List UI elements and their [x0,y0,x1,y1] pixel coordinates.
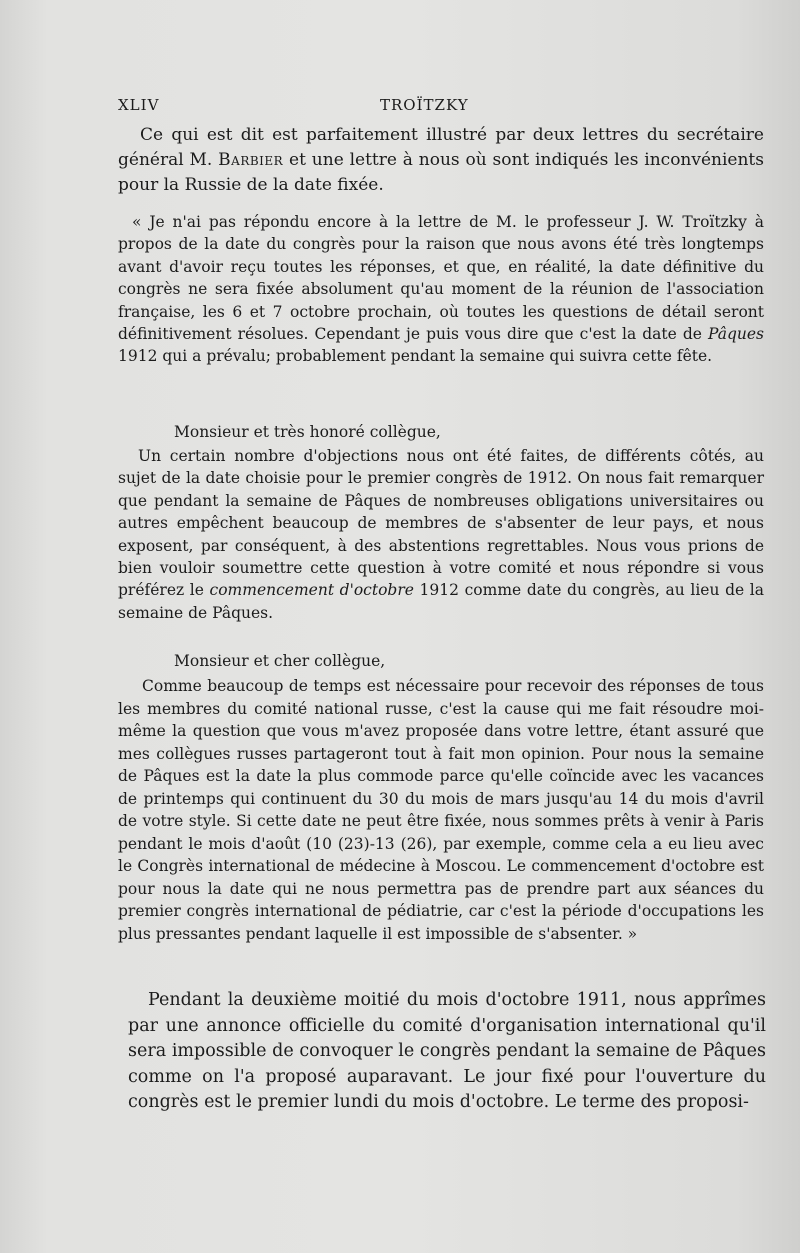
page-number: XLIV [118,96,160,114]
letter1-text-end: 1912 qui a prévalu; probablement pendant la semaine qui suivra cette fête. [118,347,713,366]
quoted-letter-3 [118,675,764,945]
quoted-letter-1 [118,211,764,368]
page-header [118,96,758,120]
letter2-salutation: Monsieur et très honoré collègue, [174,423,441,441]
intro-paragraph [118,123,764,198]
closing-paragraph [128,988,766,1116]
letter2-italic-october: commencement d'octobre [209,581,414,600]
intro-text-end: et une lettre à nous où sont indiqués les inconvénients pour la Russie de la date fixée. [118,150,764,195]
letter3-salutation: Monsieur et cher collègue, [174,652,386,670]
letter1-text-start: « Je n'ai pas répondu encore à la lettre de M. le professeur J. W. Troïtzky à propos de la date du congrès pour la raison que nous avons été très longtemps avant d'avoir reçu toutes les réponses, et que, en réalité, la date définitive du congrès ne sera fixée absolument qu'au moment de la réunion de l'association française, les 6 et 7 octobre prochain, où toutes les questions de détail seront définitivement résolues. Cependant je puis vous dire que c'est la date de [118,213,764,344]
letter2-text-start: Un certain nombre d'objections nous ont été faites, de différents côtés, au sujet de la date choisie pour le premier congrès de 1912. On nous fait remarquer que pendant la semaine de Pâques de nombreuses obligations universitaires ou autres empêchent beaucoup de membres de s'absenter de leur pays, et nous exposent, par conséquent, à des abstentions regrettables. Nous vous prions de bien vouloir soumettre cette question à votre comité et nous répondre si vous préférez le [118,447,764,600]
letter1-italic-paques: Pâques [707,325,764,344]
secretary-name: Barbier [218,150,284,170]
quoted-letter-2 [118,445,764,624]
running-title: TROÏTZKY [380,96,469,114]
letter3-body: Comme beaucoup de temps est nécessaire pour recevoir des réponses de tous les membres du comité national russe, c'est la cause qui me fait résoudre moi-même la question que vous m'avez proposée dans votre lettre, étant assuré que mes collègues russes partageront tout à fait mon opinion. Pour nous la semaine de Pâques est la date la plus commode parce qu'elle coïncide avec les vacances de printemps qui continuent du 30 du mois de mars jusqu'au 14 du mois d'avril de votre style. Si cette date ne peut être fixée, nous sommes prêts à venir à Paris pendant le mois d'août (10 (23)-13 (26), par exemple, comme cela a eu lieu avec le Congrès international de médecine à Moscou. Le commencement d'octobre est pour nous la date qui ne nous permettra pas de prendre part aux séances du premier congrès international de pédiatrie, car c'est la période d'occupations les plus pressantes pendant laquelle il est impossible de s'absenter. » [118,677,764,943]
closing-text: Pendant la deuxième moitié du mois d'octobre 1911, nous apprîmes par une annonce officielle du comité d'organisation international qu'il sera impossible de convoquer le congrès pendant la semaine de Pâques comme on l'a proposé auparavant. Le jour fixé pour l'ouverture du congrès est le premier lundi du mois d'octobre. Le terme des proposi- [128,990,766,1112]
intro-text-start: Ce qui est dit est parfaitement illustré par deux lettres du secrétaire général M. [118,125,764,170]
letter2-text-end: 1912 comme date du congrès, au lieu de la semaine de Pâques. [118,581,765,622]
